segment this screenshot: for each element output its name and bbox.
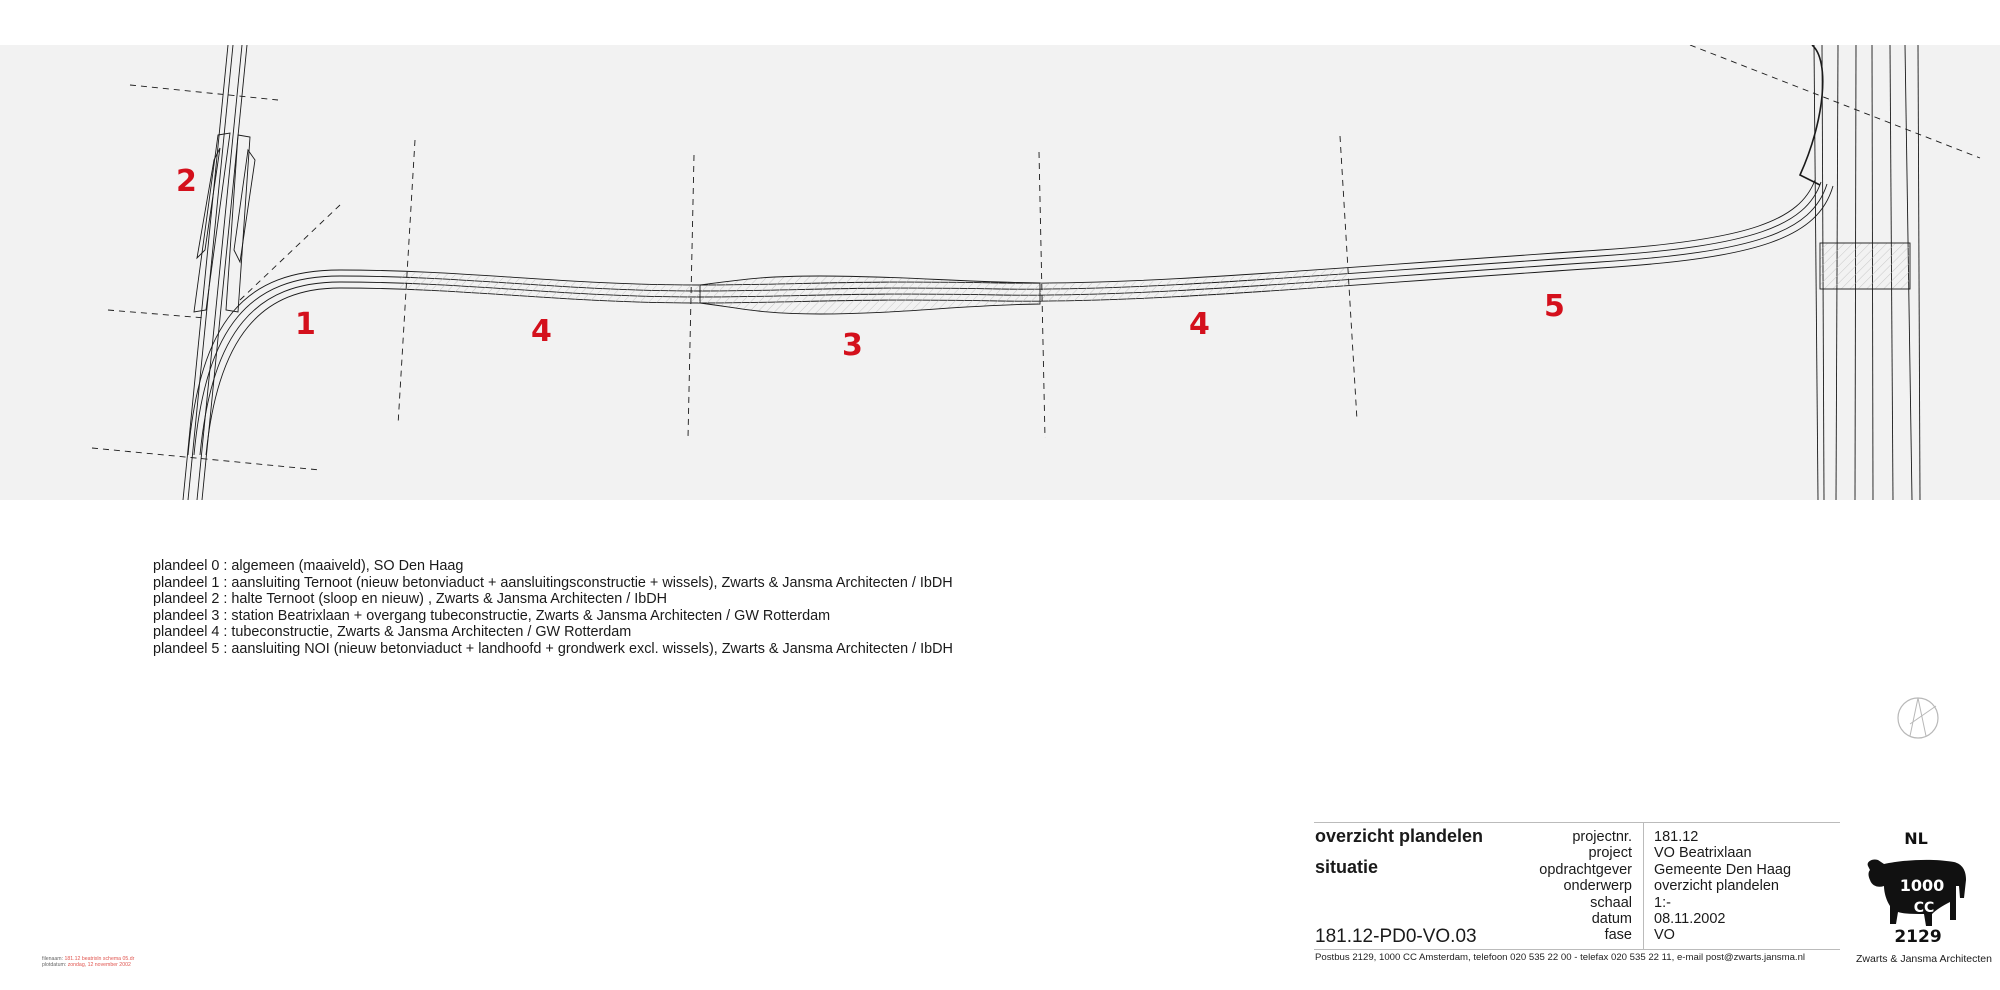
stamp-file-label: filenaam: [42, 956, 64, 962]
field-label-fase: fase [1604, 927, 1632, 944]
stamp-date-value: zondag, 12 november 2002 [67, 962, 131, 969]
title-block-top-rule [1314, 822, 1840, 823]
office-name: Zwarts & Jansma Architecten [1856, 953, 1992, 965]
field-value-onderwerp: overzicht plandelen [1654, 878, 1779, 895]
field-value-datum: 08.11.2002 [1654, 911, 1726, 928]
logo-box: 2129 [1894, 927, 1942, 946]
office-address: Postbus 2129, 1000 CC Amsterdam, telefoon 020 535 22 00 - telefax 020 535 22 11, e-mail post@zwarts.jansma.nl [1315, 952, 1806, 963]
stamp-file-value: 181.12 beatrixln schema 05.dr [64, 956, 135, 962]
field-label-onderwerp: onderwerp [1563, 878, 1632, 895]
field-value-projectnr: 181.12 [1654, 829, 1699, 845]
logo-postcode: 1000 [1899, 876, 1945, 895]
field-label-opdrachtgever: opdrachtgever [1539, 861, 1632, 878]
zone-label-5: 5 [1544, 289, 1565, 324]
field-value-project: VO Beatrixlaan [1654, 845, 1752, 862]
legend-item-plandeel-3: plandeel 3 : station Beatrixlaan + overgang tubeconstructie, Zwarts & Jansma Architecten / GW Rotterdam [153, 607, 831, 624]
title-block-divider [1643, 822, 1644, 949]
compass-icon [1896, 696, 1940, 745]
drawing-subtitle: situatie [1315, 857, 1379, 877]
field-label-datum: datum [1591, 911, 1632, 928]
plan-part-legend [153, 558, 953, 657]
legend-item-plandeel-0: plandeel 0 : algemeen (maaiveld), SO Den Haag [153, 558, 464, 574]
aansluiting-noi-viaduct [1820, 243, 1910, 289]
field-label-project: project [1588, 845, 1632, 862]
drawing-number: 181.12-PD0-VO.03 [1315, 926, 1477, 947]
title-block [1314, 820, 1840, 966]
drawing-title: overzicht plandelen [1315, 826, 1484, 846]
zone-label-2: 2 [176, 164, 197, 199]
zone-label-1: 1 [295, 307, 316, 342]
zone-label-4-east: 4 [1189, 307, 1210, 342]
office-logo [1862, 826, 1970, 946]
legend-item-plandeel-1: plandeel 1 : aansluiting Ternoot (nieuw betonviaduct + aansluitingsconstructie + wissels), Zwarts & Jansma Architecten / IbDH [153, 574, 953, 591]
plan-background [0, 45, 2000, 500]
field-value-opdrachtgever: Gemeente Den Haag [1654, 861, 1792, 878]
zone-label-4-west: 4 [531, 314, 552, 349]
field-label-projectnr: projectnr. [1572, 829, 1632, 845]
plot-stamp [42, 956, 134, 969]
logo-cc: CC [1913, 900, 1935, 916]
legend-item-plandeel-5: plandeel 5 : aansluiting NOI (nieuw betonviaduct + landhoofd + grondwerk excl. wissels), Zwarts & Jansma Architecten / IbDH [153, 640, 953, 657]
legend-item-plandeel-4: plandeel 4 : tubeconstructie, Zwarts & Jansma Architecten / GW Rotterdam [153, 624, 632, 640]
title-block-bottom-rule [1314, 949, 1840, 950]
legend-item-plandeel-2: plandeel 2 : halte Ternoot (sloop en nieuw) , Zwarts & Jansma Architecten / IbDH [153, 591, 668, 607]
title-block-values [1654, 829, 1844, 944]
site-plan-drawing [0, 45, 2000, 500]
logo-country: NL [1904, 829, 1928, 848]
field-value-fase: VO [1654, 927, 1675, 944]
zone-label-3: 3 [842, 328, 863, 363]
field-value-schaal: 1:- [1654, 894, 1671, 911]
title-block-labels [1478, 829, 1632, 944]
stamp-date-label: plotdatum: [42, 962, 67, 969]
field-label-schaal: schaal [1590, 894, 1632, 911]
